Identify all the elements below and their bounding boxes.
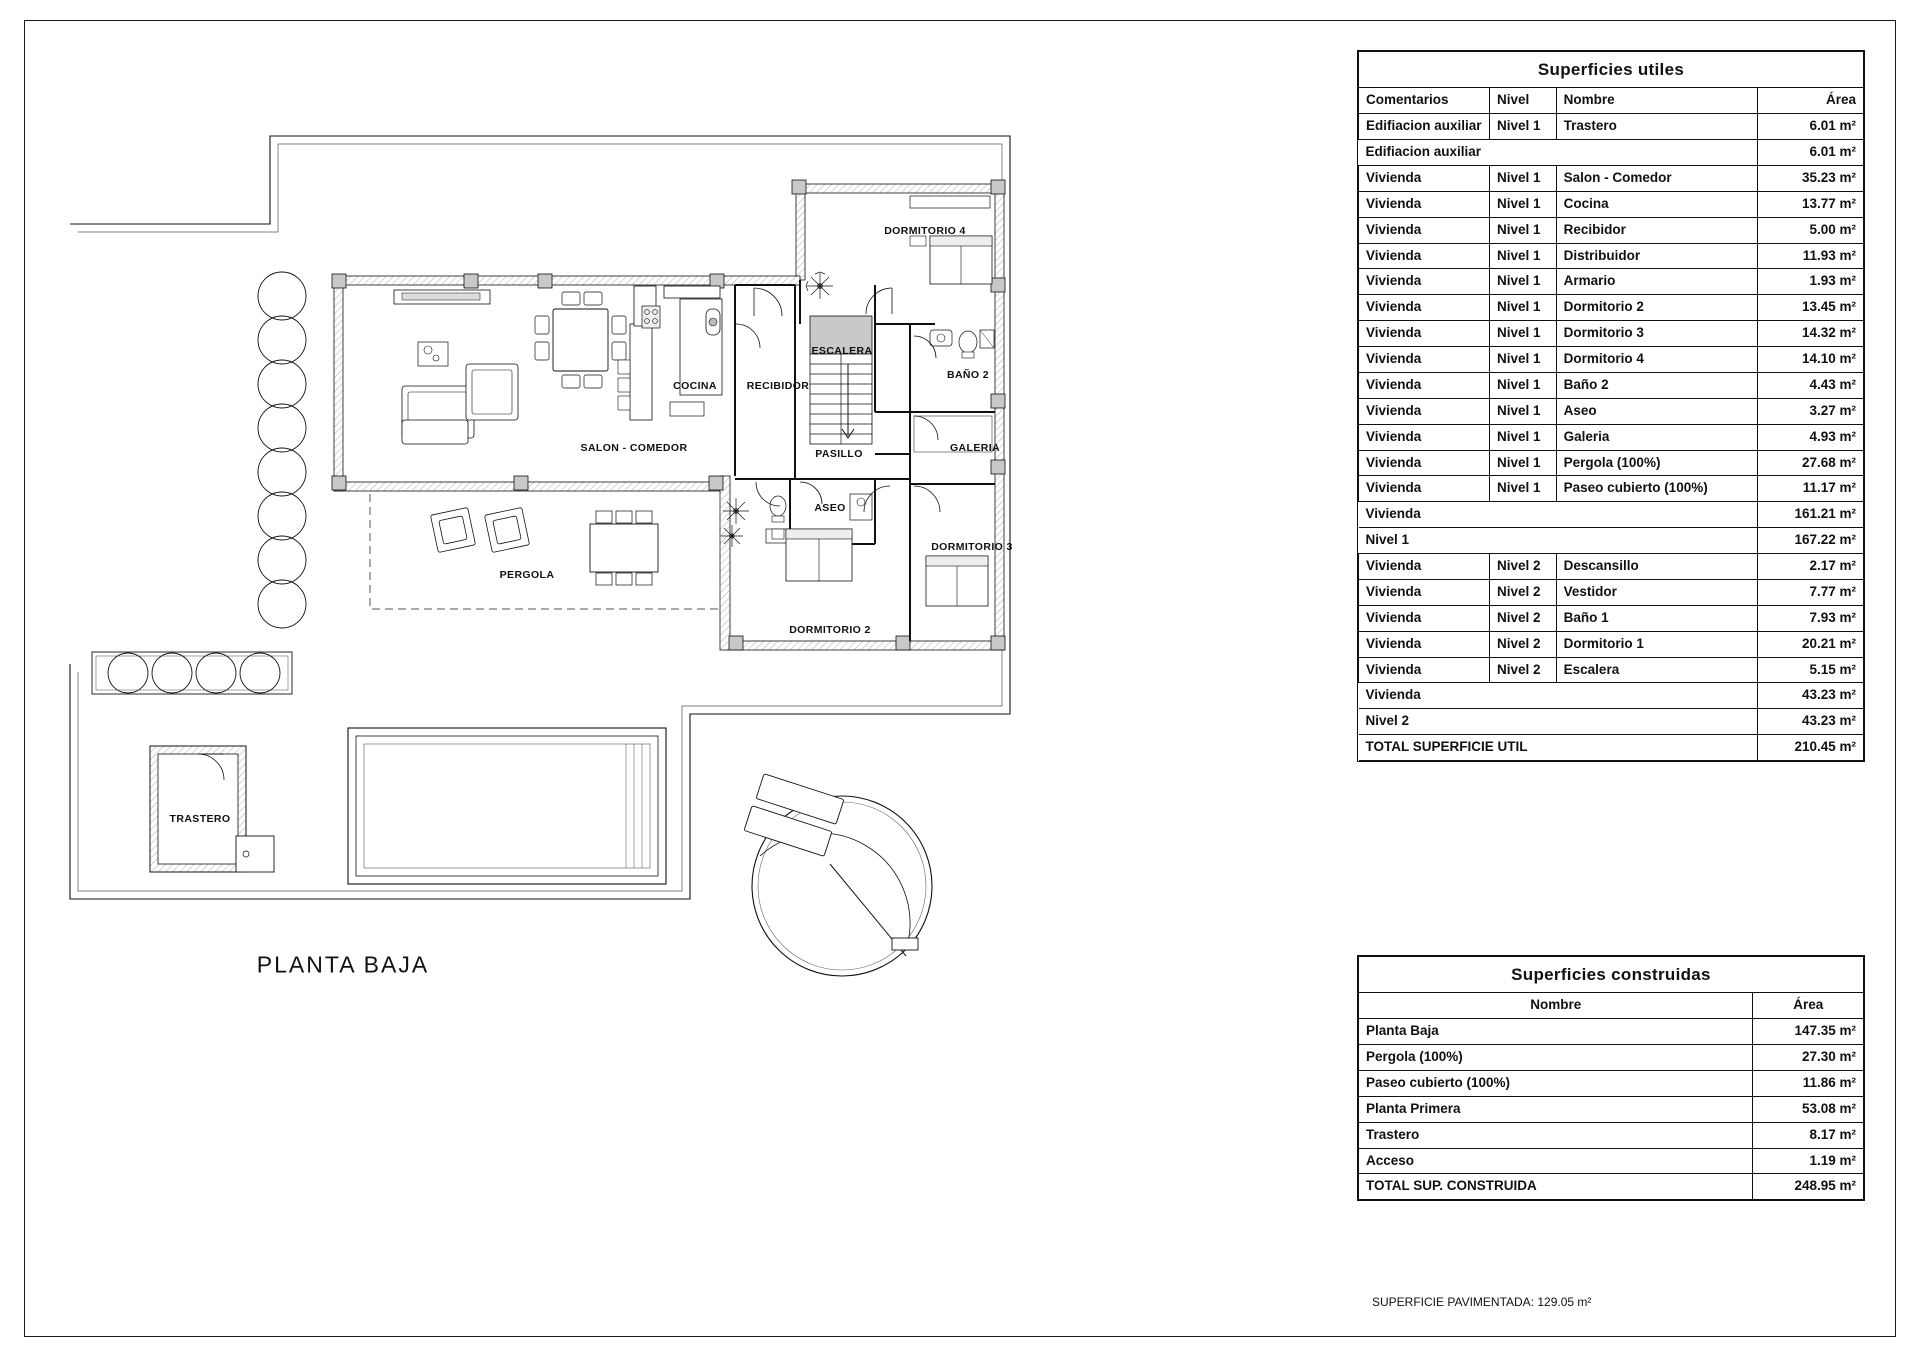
table-row <box>1359 372 1864 398</box>
cell-nivel: Nivel 2 <box>1489 605 1556 631</box>
page-title: PLANTA BAJA <box>256 951 430 978</box>
cell-nombre: Aseo <box>1556 398 1758 424</box>
cell-comentarios: Edifiacion auxiliar <box>1359 114 1490 140</box>
table-header-row <box>1359 88 1864 114</box>
cell-area: 2.17 m² <box>1758 554 1864 580</box>
cell-nombre: Baño 2 <box>1556 372 1758 398</box>
cell-comentarios: Vivienda <box>1359 476 1490 502</box>
table-row <box>1359 605 1864 631</box>
cell-nombre: Dormitorio 1 <box>1556 631 1758 657</box>
cell-nombre: Escalera <box>1556 657 1758 683</box>
cell-nombre: Descansillo <box>1556 554 1758 580</box>
cell-nivel: Nivel 1 <box>1489 372 1556 398</box>
cell-comentarios: Vivienda <box>1359 165 1490 191</box>
cell-nivel: Nivel 2 <box>1489 579 1556 605</box>
cell-area: 3.27 m² <box>1758 398 1864 424</box>
cell-nombre: Pergola (100%) <box>1556 450 1758 476</box>
paved-surface-note: SUPERFICIE PAVIMENTADA: 129.05 m² <box>1372 1295 1592 1309</box>
room-label-recibidor: RECIBIDOR <box>746 380 810 392</box>
cell-nivel: Nivel 1 <box>1489 321 1556 347</box>
cell-comentarios: Vivienda <box>1359 321 1490 347</box>
cell-nombre: Trastero <box>1556 114 1758 140</box>
cell-nivel: Nivel 2 <box>1489 631 1556 657</box>
header-nombre: Nombre <box>1556 88 1758 114</box>
cell-comentarios: Vivienda <box>1359 243 1490 269</box>
cell-area: 7.77 m² <box>1758 579 1864 605</box>
cell-nombre: Pergola (100%) <box>1359 1045 1753 1071</box>
floor-plan-drawing <box>30 24 1340 1314</box>
cell-nombre: Recibidor <box>1556 217 1758 243</box>
cell-comentarios: Vivienda <box>1359 347 1490 373</box>
cell-area: 8.17 m² <box>1753 1122 1864 1148</box>
room-label-dormitorio-2: DORMITORIO 2 <box>789 624 871 636</box>
cell-nombre: Dormitorio 3 <box>1556 321 1758 347</box>
cell-area: 53.08 m² <box>1753 1096 1864 1122</box>
cell-area: 14.10 m² <box>1758 347 1864 373</box>
subtotal-area: 161.21 m² <box>1758 502 1864 528</box>
table-row <box>1359 295 1864 321</box>
subtotal-label: Vivienda <box>1359 502 1758 528</box>
table-subtotal-row <box>1359 140 1864 166</box>
room-label-salon-comedor: SALON - COMEDOR <box>580 442 688 454</box>
cell-area: 13.45 m² <box>1758 295 1864 321</box>
cell-area: 27.68 m² <box>1758 450 1864 476</box>
table-subtotal-row <box>1359 683 1864 709</box>
table-row <box>1359 554 1864 580</box>
subtotal-area: 43.23 m² <box>1758 709 1864 735</box>
subtotal-area: 6.01 m² <box>1758 140 1864 166</box>
cell-area: 4.43 m² <box>1758 372 1864 398</box>
table-row <box>1359 269 1864 295</box>
cell-nivel: Nivel 2 <box>1489 554 1556 580</box>
cell-nombre: Paseo cubierto (100%) <box>1359 1070 1753 1096</box>
subtotal-label: Edifiacion auxiliar <box>1359 140 1758 166</box>
cell-comentarios: Vivienda <box>1359 605 1490 631</box>
cell-area: 11.17 m² <box>1758 476 1864 502</box>
room-label-trastero: TRASTERO <box>169 813 231 825</box>
cell-nombre: Galeria <box>1556 424 1758 450</box>
cell-nombre: Planta Primera <box>1359 1096 1753 1122</box>
table-row <box>1359 1045 1864 1071</box>
table-row <box>1359 321 1864 347</box>
cell-area: 1.93 m² <box>1758 269 1864 295</box>
cell-area: 11.86 m² <box>1753 1070 1864 1096</box>
table-row <box>1359 1096 1864 1122</box>
table-row <box>1359 347 1864 373</box>
table-total-row <box>1359 1174 1864 1200</box>
room-label-pergola: PERGOLA <box>499 569 555 581</box>
cell-nivel: Nivel 1 <box>1489 114 1556 140</box>
cell-nombre: Armario <box>1556 269 1758 295</box>
subtotal-label: Nivel 2 <box>1359 709 1758 735</box>
cell-nivel: Nivel 1 <box>1489 217 1556 243</box>
cell-nombre: Acceso <box>1359 1148 1753 1174</box>
table-row <box>1359 450 1864 476</box>
table-row <box>1359 114 1864 140</box>
cell-nivel: Nivel 1 <box>1489 450 1556 476</box>
subtotal-area: 167.22 m² <box>1758 528 1864 554</box>
room-label-cocina: COCINA <box>673 380 717 392</box>
room-label-pasillo: PASILLO <box>815 448 863 460</box>
cell-nivel: Nivel 1 <box>1489 424 1556 450</box>
room-label-dormitorio-4: DORMITORIO 4 <box>884 225 966 237</box>
cell-nivel: Nivel 1 <box>1489 191 1556 217</box>
table-row <box>1359 1122 1864 1148</box>
cell-comentarios: Vivienda <box>1359 450 1490 476</box>
cell-nombre: Dormitorio 2 <box>1556 295 1758 321</box>
cell-nivel: Nivel 1 <box>1489 295 1556 321</box>
cell-nombre: Salon - Comedor <box>1556 165 1758 191</box>
superficies-construidas-table <box>1357 955 1865 1201</box>
total-area: 210.45 m² <box>1758 735 1864 761</box>
header-area: Área <box>1758 88 1864 114</box>
cell-nombre: Dormitorio 4 <box>1556 347 1758 373</box>
table-row <box>1359 631 1864 657</box>
cell-nombre: Planta Baja <box>1359 1019 1753 1045</box>
cell-area: 27.30 m² <box>1753 1045 1864 1071</box>
cell-area: 14.32 m² <box>1758 321 1864 347</box>
cell-comentarios: Vivienda <box>1359 579 1490 605</box>
room-label-galeria: GALERIA <box>949 442 1001 454</box>
cell-comentarios: Vivienda <box>1359 424 1490 450</box>
cell-area: 6.01 m² <box>1758 114 1864 140</box>
cell-nombre: Cocina <box>1556 191 1758 217</box>
cell-nombre: Distribuidor <box>1556 243 1758 269</box>
total-label: TOTAL SUP. CONSTRUIDA <box>1359 1174 1753 1200</box>
total-area: 248.95 m² <box>1753 1174 1864 1200</box>
cell-nivel: Nivel 1 <box>1489 398 1556 424</box>
table-subtotal-row <box>1359 709 1864 735</box>
table-row <box>1359 657 1864 683</box>
cell-area: 5.15 m² <box>1758 657 1864 683</box>
table-subtotal-row <box>1359 502 1864 528</box>
cell-comentarios: Vivienda <box>1359 217 1490 243</box>
cell-nombre: Vestidor <box>1556 579 1758 605</box>
room-label-escalera: ESCALERA <box>811 345 873 357</box>
cell-nombre: Baño 1 <box>1556 605 1758 631</box>
construidas-title: Superficies construidas <box>1359 957 1864 993</box>
table-row <box>1359 191 1864 217</box>
cell-area: 7.93 m² <box>1758 605 1864 631</box>
cell-comentarios: Vivienda <box>1359 554 1490 580</box>
cell-area: 35.23 m² <box>1758 165 1864 191</box>
header-area: Área <box>1753 993 1864 1019</box>
table-row <box>1359 424 1864 450</box>
cell-nivel: Nivel 1 <box>1489 269 1556 295</box>
header-nivel: Nivel <box>1489 88 1556 114</box>
floor-plan-svg <box>30 24 1340 1314</box>
cell-area: 1.19 m² <box>1753 1148 1864 1174</box>
cell-comentarios: Vivienda <box>1359 191 1490 217</box>
cell-nivel: Nivel 2 <box>1489 657 1556 683</box>
table-row <box>1359 243 1864 269</box>
table-row <box>1359 217 1864 243</box>
cell-nivel: Nivel 1 <box>1489 165 1556 191</box>
table-row <box>1359 579 1864 605</box>
cell-area: 13.77 m² <box>1758 191 1864 217</box>
subtotal-area: 43.23 m² <box>1758 683 1864 709</box>
table-row <box>1359 1070 1864 1096</box>
cell-nombre: Paseo cubierto (100%) <box>1556 476 1758 502</box>
header-nombre: Nombre <box>1359 993 1753 1019</box>
table-row <box>1359 476 1864 502</box>
table-title-row <box>1359 52 1864 88</box>
cell-nombre: Trastero <box>1359 1122 1753 1148</box>
table-title-row <box>1359 957 1864 993</box>
subtotal-label: Vivienda <box>1359 683 1758 709</box>
table-row <box>1359 1019 1864 1045</box>
cell-area: 11.93 m² <box>1758 243 1864 269</box>
cell-area: 4.93 m² <box>1758 424 1864 450</box>
cell-comentarios: Vivienda <box>1359 372 1490 398</box>
cell-comentarios: Vivienda <box>1359 657 1490 683</box>
cell-area: 5.00 m² <box>1758 217 1864 243</box>
room-label-aseo: ASEO <box>814 502 846 514</box>
subtotal-label: Nivel 1 <box>1359 528 1758 554</box>
cell-nivel: Nivel 1 <box>1489 347 1556 373</box>
table-subtotal-row <box>1359 528 1864 554</box>
cell-comentarios: Vivienda <box>1359 295 1490 321</box>
room-label-bano-2: BAÑO 2 <box>946 369 990 381</box>
cell-nivel: Nivel 1 <box>1489 243 1556 269</box>
total-label: TOTAL SUPERFICIE UTIL <box>1359 735 1758 761</box>
cell-comentarios: Vivienda <box>1359 631 1490 657</box>
cell-nivel: Nivel 1 <box>1489 476 1556 502</box>
table-header-row <box>1359 993 1864 1019</box>
superficies-utiles-table <box>1357 50 1865 762</box>
cell-comentarios: Vivienda <box>1359 398 1490 424</box>
cell-comentarios: Vivienda <box>1359 269 1490 295</box>
utiles-title: Superficies utiles <box>1359 52 1864 88</box>
cell-area: 147.35 m² <box>1753 1019 1864 1045</box>
table-row <box>1359 165 1864 191</box>
cell-area: 20.21 m² <box>1758 631 1864 657</box>
header-comentarios: Comentarios <box>1359 88 1490 114</box>
room-label-dormitorio-3: DORMITORIO 3 <box>931 541 1013 553</box>
table-row <box>1359 1148 1864 1174</box>
table-row <box>1359 398 1864 424</box>
table-total-row <box>1359 735 1864 761</box>
